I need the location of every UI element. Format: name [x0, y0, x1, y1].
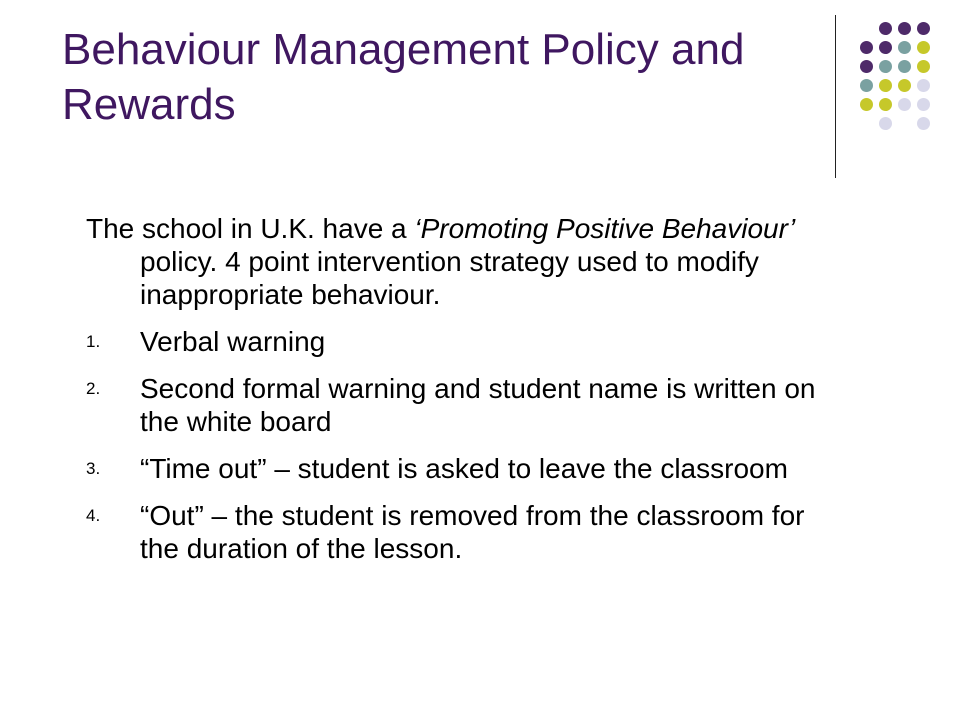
- intervention-step: [86, 452, 826, 485]
- decorative-dot: [879, 79, 892, 92]
- step-number: 1.: [86, 332, 101, 351]
- decorative-dot: [879, 117, 892, 130]
- decorative-dot: [860, 60, 873, 73]
- step-text: “Out” – the student is removed from the classroom for the duration of the lesson.: [140, 500, 805, 564]
- decorative-dot: [917, 60, 930, 73]
- decorative-dot: [898, 79, 911, 92]
- decorative-dot: [917, 41, 930, 54]
- intro-paragraph: [86, 212, 826, 311]
- intervention-step: [86, 499, 826, 565]
- intervention-step: [86, 325, 826, 358]
- decorative-dot: [898, 41, 911, 54]
- decorative-dot: [860, 41, 873, 54]
- decorative-dot: [879, 60, 892, 73]
- decorative-dot: [898, 98, 911, 111]
- step-number: 4.: [86, 506, 101, 525]
- decorative-dot: [860, 79, 873, 92]
- decorative-dot: [879, 41, 892, 54]
- decorative-dot: [917, 22, 930, 35]
- decorative-dot: [917, 98, 930, 111]
- intro-text-after: policy. 4 point intervention strategy used to modify inappropriate behaviour.: [140, 246, 759, 310]
- decorative-dot-grid: [0, 0, 960, 200]
- slide-title: Behaviour Management Policy and Rewards: [62, 25, 745, 129]
- step-text: “Time out” – student is asked to leave the classroom: [140, 453, 788, 484]
- intro-text-before: The school in U.K. have a: [86, 213, 415, 244]
- decorative-dot: [898, 22, 911, 35]
- step-number: 3.: [86, 459, 101, 478]
- decorative-dot: [917, 117, 930, 130]
- step-text: Second formal warning and student name is written on the white board: [140, 373, 816, 437]
- slide-body: [86, 212, 826, 565]
- intervention-step: [86, 372, 826, 438]
- step-text: Verbal warning: [140, 326, 326, 357]
- intervention-steps-list: [86, 325, 826, 565]
- decorative-dot: [917, 79, 930, 92]
- decorative-dot: [879, 22, 892, 35]
- decorative-dot: [898, 60, 911, 73]
- step-number: 2.: [86, 379, 101, 398]
- decorative-dot: [879, 98, 892, 111]
- policy-name: ‘Promoting Positive Behaviour’: [414, 213, 796, 244]
- decorative-dot: [860, 98, 873, 111]
